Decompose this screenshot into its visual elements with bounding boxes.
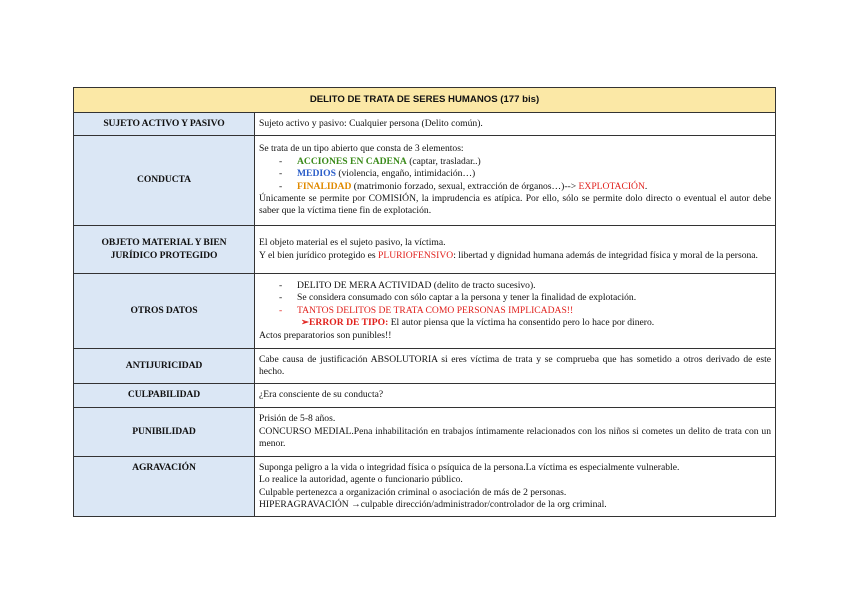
content-punibilidad bbox=[255, 408, 776, 457]
label-otros: OTROS DATOS bbox=[74, 274, 255, 349]
otros-bullet-1-text: DELITO DE MERA ACTIVIDAD (delito de tracto sucesivo). bbox=[297, 279, 536, 291]
finalidad-end: . bbox=[644, 180, 648, 192]
acciones-detail: (captar, trasladar..) bbox=[406, 155, 481, 167]
medios-detail: (violencia, engaño, intimidación…) bbox=[335, 168, 476, 180]
row-agravacion bbox=[74, 457, 776, 517]
otros-bullet-3-text: TANTOS DELITOS DE TRATA COMO PERSONAS IMPLICADAS!! bbox=[297, 304, 574, 316]
acciones-heading: ACCIONES EN CADENA bbox=[297, 155, 407, 167]
objeto-line-2 bbox=[259, 250, 771, 262]
objeto-line-2-start: Y el bien jurídico protegido es bbox=[259, 249, 379, 261]
content-conducta bbox=[255, 136, 776, 226]
otros-last-line: Actos preparatorios son punibles!! bbox=[259, 329, 392, 341]
conducta-intro: Se trata de un tipo abierto que consta de 3 elementos: bbox=[259, 143, 464, 155]
medios-heading: MEDIOS bbox=[297, 168, 336, 180]
pluriofensivo-text: PLURIOFENSIVO bbox=[378, 249, 454, 261]
objeto-line-2-end: : libertad y dignidad humana además de integridad física y moral de la persona. bbox=[453, 249, 758, 261]
agravacion-line-3: Culpable pertenezca a organización criminal o asociación de más de 2 personas. bbox=[259, 486, 567, 498]
conducta-bullet-medios bbox=[259, 168, 771, 180]
punibilidad-line-2: CONCURSO MEDIAL.Pena inhabilitación en trabajos íntimamente relacionados con los niños si cometes un delito de trata con un menor. bbox=[259, 425, 772, 450]
otros-bullet-2-text: Se considera consumado con sólo captar a la persona y tener la finalidad de explotación. bbox=[297, 292, 637, 304]
table-title: DELITO DE TRATA DE SERES HUMANOS (177 bis) bbox=[74, 88, 776, 113]
title-row bbox=[74, 88, 776, 113]
otros-bullet-3 bbox=[259, 305, 771, 317]
conducta-note: Únicamente se permite por COMISIÓN, la imprudencia es atípica. Por ello, sólo se permite dolo directo o eventual el autor debe saber que la víctima tiene fin de explotación. bbox=[259, 192, 772, 217]
row-objeto bbox=[74, 226, 776, 274]
summary-table bbox=[73, 87, 776, 517]
bullet-dash: - bbox=[279, 279, 283, 291]
bullet-dash: - bbox=[279, 155, 283, 167]
content-objeto bbox=[255, 226, 776, 274]
otros-bullet-2 bbox=[259, 292, 771, 304]
label-conducta: CONDUCTA bbox=[74, 136, 255, 226]
conducta-bullet-finalidad bbox=[259, 181, 771, 193]
agravacion-line-4: HIPERAGRAVACIÓN →culpable dirección/administrador/controlador de la org criminal. bbox=[259, 498, 607, 510]
punibilidad-line-1: Prisión de 5-8 años. bbox=[259, 413, 336, 425]
row-antijuricidad bbox=[74, 349, 776, 384]
otros-bullet-1 bbox=[259, 280, 771, 292]
bullet-dash: - bbox=[279, 180, 283, 192]
label-punibilidad: PUNIBILIDAD bbox=[74, 408, 255, 457]
agravacion-line-2: Lo realice la autoridad, agente o funcionario público. bbox=[259, 474, 463, 486]
error-de-tipo-line bbox=[259, 317, 771, 329]
label-culpabilidad: CULPABILIDAD bbox=[74, 384, 255, 408]
error-de-tipo-heading: ➢ERROR DE TIPO: bbox=[301, 317, 389, 329]
objeto-line-1: El objeto material es el sujeto pasivo, la víctima. bbox=[259, 237, 446, 249]
bullet-dash: - bbox=[279, 168, 283, 180]
row-otros bbox=[74, 274, 776, 349]
row-sujeto bbox=[74, 113, 776, 136]
finalidad-heading: FINALIDAD bbox=[297, 180, 352, 192]
explotacion-text: EXPLOTACIÓN bbox=[578, 180, 645, 192]
bullet-dash: - bbox=[279, 292, 283, 304]
finalidad-detail: (matrimonio forzado, sexual, extracción de órganos…)--> bbox=[351, 180, 579, 192]
label-objeto: OBJETO MATERIAL Y BIEN JURÍDICO PROTEGIDO bbox=[74, 226, 255, 274]
label-agravacion: AGRAVACIÓN bbox=[74, 457, 255, 517]
content-otros bbox=[255, 274, 776, 349]
agravacion-line-1: Suponga peligro a la vida o integridad física o psíquica de la persona.La víctima es especialmente vulnerable. bbox=[259, 461, 680, 473]
label-sujeto: SUJETO ACTIVO Y PASIVO bbox=[74, 113, 255, 136]
row-conducta bbox=[74, 136, 776, 226]
label-antijuricidad: ANTIJURICIDAD bbox=[74, 349, 255, 384]
conducta-bullet-acciones bbox=[259, 156, 771, 168]
content-sujeto: Sujeto activo y pasivo: Cualquier persona (Delito común). bbox=[255, 113, 776, 136]
content-culpabilidad: ¿Era consciente de su conducta? bbox=[255, 384, 776, 408]
content-antijuricidad: Cabe causa de justificación ABSOLUTORIA si eres víctima de trata y se comprueba que has sometido a otros derivado de este hecho. bbox=[255, 349, 776, 384]
content-agravacion bbox=[255, 457, 776, 517]
row-punibilidad bbox=[74, 408, 776, 457]
error-de-tipo-detail: El autor piensa que la víctima ha consentido pero lo hace por dinero. bbox=[388, 317, 655, 329]
row-culpabilidad bbox=[74, 384, 776, 408]
bullet-dash: - bbox=[279, 304, 283, 316]
